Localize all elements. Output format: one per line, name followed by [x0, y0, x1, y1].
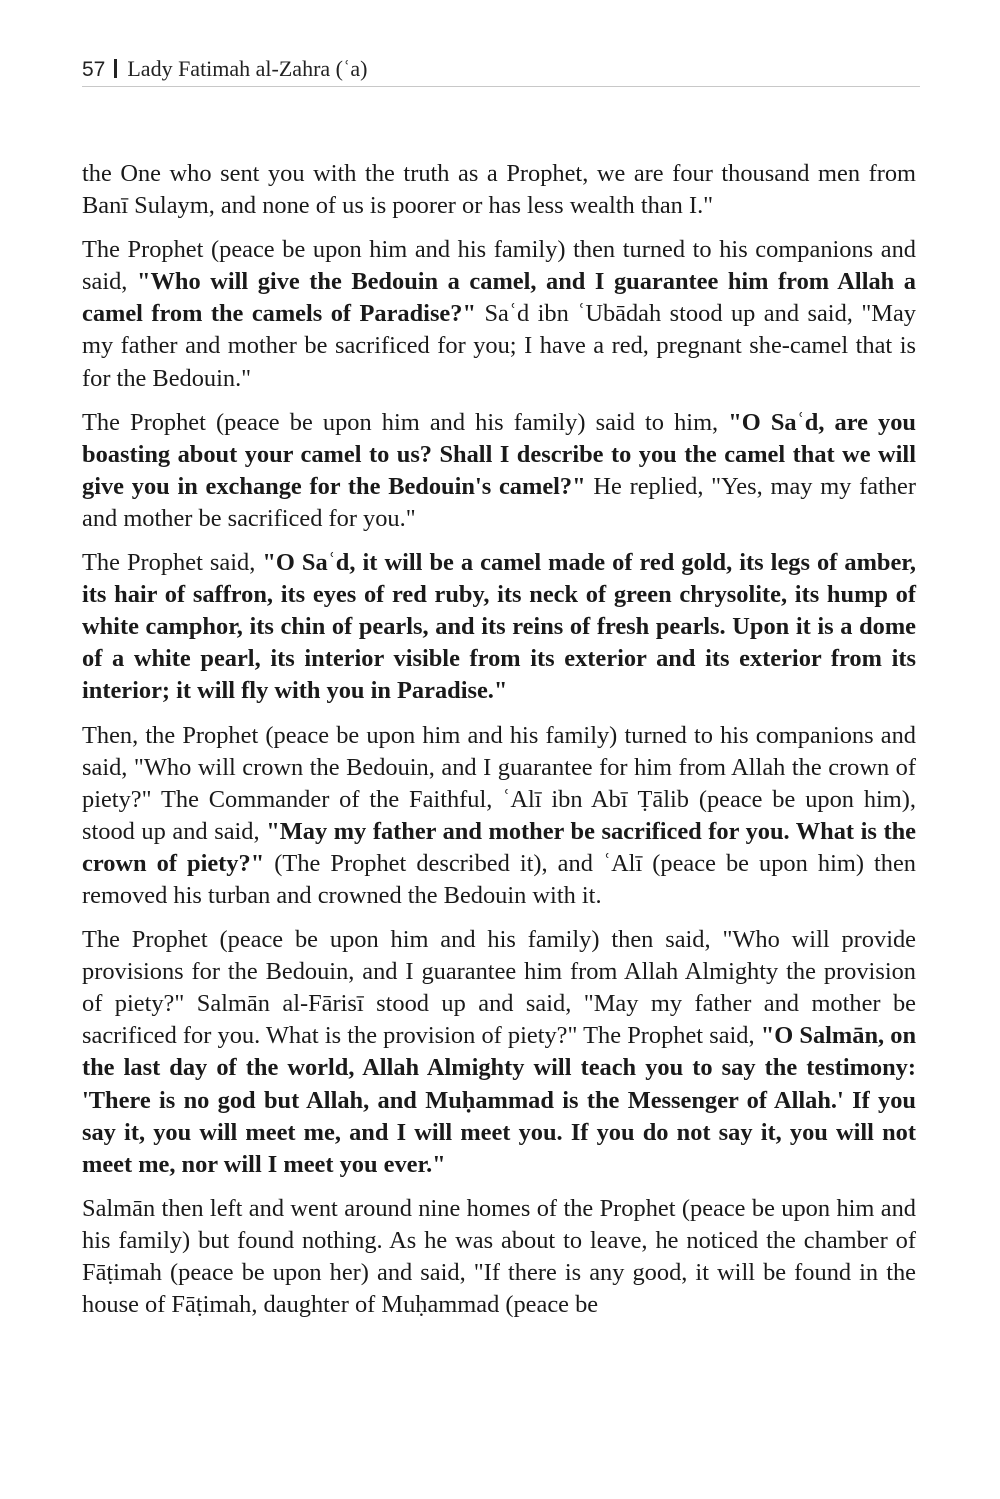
paragraph — [82, 547, 916, 707]
paragraph — [82, 1193, 916, 1321]
paragraph — [82, 924, 916, 1181]
text-run: Then, the Prophet (peace be upon him and his family) turned to his companions and said, "Who will crown the Bedouin, and I guarantee for him from Allah the crown of piety?" The Commander of the Faithful, ʿAlī ibn Abī Ṭālib (peace be upon him), stood up and said, — [82, 721, 916, 845]
text-run: The Prophet (peace be upon him and his family) then turned to his companions and said, — [82, 236, 916, 296]
header-separator — [114, 59, 117, 78]
text-run: Salmān then left and went around nine homes of the Prophet (peace be upon him and his family) but found nothing. As he was about to leave, he noticed the chamber of Fāṭimah (peace be upon her) and said, "If there is any good, it will be found in the house of Fāṭimah, daughter of Muḥammad (peace be — [82, 1194, 916, 1319]
running-header — [82, 52, 920, 87]
paragraph — [82, 720, 916, 913]
paragraph — [82, 234, 916, 394]
quoted-speech: "O Saʿd, are you boasting about your camel to us? Shall I describe to you the camel that we will give you in exchange for the Bedouin's camel?" — [82, 408, 916, 500]
paragraph — [82, 158, 916, 222]
text-run: Saʿd ibn ʿUbādah stood up and said, "May my father and mother be sacrificed for you; I have a red, pregnant she-camel that is for the Bedouin." — [82, 300, 916, 392]
text-run: He replied, "Yes, may my father and mother be sacrificed for you." — [82, 472, 916, 532]
paragraph — [82, 407, 916, 535]
text-run: The Prophet (peace be upon him and his family) said to him, — [82, 408, 729, 436]
body-text — [82, 158, 916, 1333]
quoted-speech: "O Salmān, on the last day of the world, Allah Almighty will teach you to say the testimony: 'There is no god but Allah, and Muḥammad is the Messenger of Allah.' If you say it, you will meet me, and I will meet you. If you do not say it, you will not meet me, nor will I meet you ever." — [82, 1022, 917, 1178]
text-run: (The Prophet described it), and ʿAlī (peace be upon him) then removed his turban and crowned the Bedouin with it. — [82, 849, 916, 909]
text-run: The Prophet (peace be upon him and his family) then said, "Who will provide provisions for the Bedouin, and I guarantee him from Allah Almighty the provision of piety?" Salmān al-Fārisī stood up and said, "May my father and mother be sacrificed for you. What is the provision of piety?" The Prophet said, — [82, 926, 916, 1050]
quoted-speech: "Who will give the Bedouin a camel, and I guarantee him from Allah a camel from the camels of Paradise?" — [82, 268, 916, 328]
page-number: 57 — [82, 58, 106, 81]
quoted-speech: "O Saʿd, it will be a camel made of red gold, its legs of amber, its hair of saffron, its eyes of red ruby, its neck of green chrysolite, its hump of white camphor, its chin of pearls, and its reins of fresh pearls. Upon it is a dome of a white pearl, its interior visible from its exterior and its exterior from its interior; it will fly with you in Paradise." — [82, 549, 916, 705]
text-run: The Prophet said, — [82, 549, 263, 577]
text-run: the One who sent you with the truth as a Prophet, we are four thousand men from Banī Sulaym, and none of us is poorer or has less wealth than I." — [82, 160, 916, 220]
quoted-speech: "May my father and mother be sacrificed for you. What is the crown of piety?" — [82, 817, 916, 877]
running-title: Lady Fatimah al-Zahra (ʿa) — [127, 56, 368, 81]
